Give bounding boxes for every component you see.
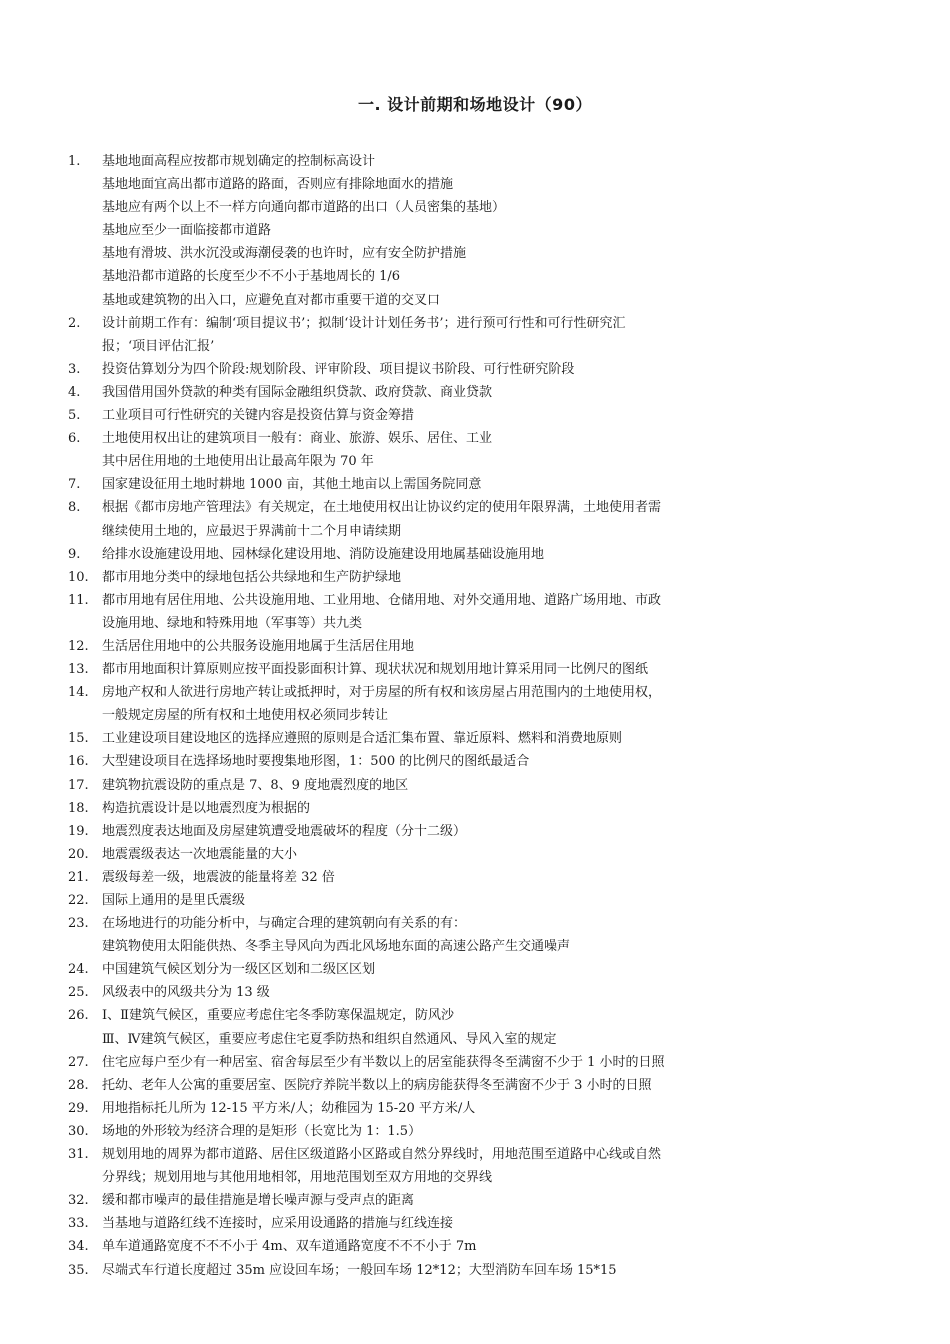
item-number: 16.	[68, 754, 89, 770]
item-number: 13.	[68, 662, 89, 678]
list-item-line	[0, 566, 950, 589]
item-text: 基地地面高程应按都市规划确定的控制标高设计	[102, 154, 376, 169]
list-item-line	[0, 774, 950, 797]
list-item-line	[0, 289, 950, 312]
list-item-line	[0, 150, 950, 173]
item-text: 尽端式车行道长度超过 35m 应设回车场；一般回车场 12*12；大型消防车回车场 15*15	[102, 1262, 617, 1278]
list-item-line	[0, 1189, 950, 1212]
item-text: 都市用地分类中的绿地包括公共绿地和生产防护绿地	[102, 569, 402, 585]
item-text: 构造抗震设计是以地震烈度为根据的	[102, 800, 311, 816]
item-number: 20.	[68, 846, 89, 862]
item-text: 国际上通用的是里氏震级	[102, 893, 246, 908]
item-number: 14.	[68, 685, 89, 701]
list-item-line	[0, 681, 950, 704]
item-number: 8.	[68, 500, 81, 516]
item-number: 5.	[68, 408, 81, 424]
item-number: 17.	[68, 777, 89, 793]
item-number: 10.	[68, 569, 89, 585]
item-text: 用地指标托儿所为 12-15 平方米/人；幼稚园为 15-20 平方米/人	[102, 1100, 476, 1116]
item-text: 缓和都市噪声的最佳措施是增长噪声源与受声点的距离	[102, 1193, 415, 1209]
item-number: 9.	[68, 546, 81, 562]
item-text: 风级表中的风级共分为 13 级	[102, 985, 270, 1001]
item-text: 场地的外形较为经济合理的是矩形（长宽比为 1：1.5）	[102, 1123, 422, 1139]
item-number: 15.	[68, 731, 89, 747]
item-number: 19.	[68, 823, 89, 839]
item-text: 国家建设征用土地时耕地 1000 亩，其他土地亩以上需国务院同意	[102, 477, 482, 493]
list-item-line	[0, 404, 950, 427]
list-item-line	[0, 912, 950, 935]
list-item-line	[0, 727, 950, 750]
item-number: 29.	[68, 1100, 89, 1116]
item-text: 住宅应每户至少有一种居室、宿舍每层至少有半数以上的居室能获得冬至满窗不少于 1 小时的日照	[102, 1054, 665, 1070]
item-number: 11.	[68, 592, 89, 608]
item-text: 基地有滑坡、洪水沉没或海潮侵袭的也许时，应有安全防护措施	[102, 246, 467, 262]
item-text: 工业建设项目建设地区的选择应遵照的原则是合适汇集布置、靠近原料、燃料和消费地原则	[102, 731, 623, 747]
item-number: 32.	[68, 1193, 89, 1209]
item-number: 22.	[68, 893, 89, 908]
list-item-line	[0, 958, 950, 981]
list-item-line	[0, 750, 950, 773]
list-item-line	[0, 1004, 950, 1027]
item-text: 托幼、老年人公寓的重要居室、医院疗养院半数以上的病房能获得冬至满窗不少于 3 小时的日照	[102, 1077, 652, 1093]
list-item-line	[0, 820, 950, 843]
list-item-line	[0, 242, 950, 265]
item-text: 基地应至少一面临接都市道路	[102, 223, 272, 239]
item-text: 当基地与道路红线不连接时，应采用设通路的措施与红线连接	[102, 1216, 454, 1232]
list-item-line	[0, 704, 950, 727]
item-text: 地震震级表达一次地震能量的大小	[102, 846, 298, 862]
section-title: 一. 设计前期和场地设计（90）	[358, 95, 592, 114]
item-number: 26.	[68, 1008, 89, 1024]
item-text: 生活居住用地中的公共服务设施用地属于生活居住用地	[102, 638, 415, 654]
item-number: 23.	[68, 916, 89, 932]
item-text: 单车道通路宽度不不不小于 4m、双车道通路宽度不不不小于 7m	[102, 1239, 477, 1255]
item-text: 设施用地、绿地和特殊用地（军事等）共九类	[102, 615, 363, 631]
item-number: 2.	[68, 315, 81, 331]
list-item-line	[0, 635, 950, 658]
item-number: 21.	[68, 869, 89, 885]
list-item-line	[0, 450, 950, 473]
item-text: 建筑物抗震设防的重点是 7、8、9 度地震烈度的地区	[102, 777, 409, 793]
item-number: 24.	[68, 962, 89, 978]
item-text: 投资估算划分为四个阶段:规划阶段、评审阶段、项目提议书阶段、可行性研究阶段	[102, 361, 575, 377]
item-number: 31.	[68, 1147, 89, 1163]
item-text: 都市用地面积计算原则应按平面投影面积计算、现状状况和规划用地计算采用同一比例尺的图纸	[102, 662, 649, 678]
item-number: 3.	[68, 361, 81, 377]
item-text: 继续使用土地的，应最迟于界满前十二个月申请续期	[102, 523, 402, 539]
item-text: 都市用地有居住用地、公共设施用地、工业用地、仓储用地、对外交通用地、道路广场用地、市政	[102, 592, 662, 608]
item-number: 33.	[68, 1216, 89, 1232]
item-number: 35.	[68, 1262, 89, 1278]
item-number: 30.	[68, 1123, 89, 1139]
item-text: 其中居住用地的土地使用出让最高年限为 70 年	[102, 454, 374, 470]
item-text: 地震烈度表达地面及房屋建筑遭受地震破坏的程度（分十二级）	[102, 823, 467, 839]
item-text: 一般规定房屋的所有权和土地使用权必须同步转让	[102, 708, 389, 724]
list-item-line	[0, 1120, 950, 1143]
list-item-line	[0, 1166, 950, 1189]
item-text: 房地产权和人欲进行房地产转让或抵押时，对于房屋的所有权和该房屋占用范围内的土地使用权，	[102, 685, 662, 701]
item-text: 基地地面宜高出都市道路的路面，否则应有排除地面水的措施	[102, 177, 454, 193]
list-item-line	[0, 543, 950, 566]
list-item-line	[0, 981, 950, 1004]
item-text: 我国借用国外贷款的种类有国际金融组织贷款、政府贷款、商业贷款	[102, 384, 493, 400]
item-number: 28.	[68, 1077, 89, 1093]
list-item-line	[0, 381, 950, 404]
item-number: 1.	[68, 154, 81, 169]
list-item-line	[0, 196, 950, 219]
list-item-line	[0, 496, 950, 519]
item-text: 分界线；规划用地与其他用地相邻，用地范围划至双方用地的交界线	[102, 1170, 493, 1186]
item-text: 基地沿都市道路的长度至少不不小于基地周长的 1/6	[102, 269, 401, 285]
list-item-line	[0, 1143, 950, 1166]
list-item-line	[0, 935, 950, 958]
item-text: Ⅲ、Ⅳ建筑气候区，重要应考虑住宅夏季防热和组织自然通风、导风入室的规定	[102, 1031, 557, 1047]
item-number: 4.	[68, 384, 81, 400]
item-number: 12.	[68, 638, 89, 654]
list-item-line	[0, 173, 950, 196]
list-item-line	[0, 427, 950, 450]
numbered-list	[0, 150, 950, 1282]
item-text: 报；‘项目评估汇报’	[102, 338, 215, 354]
list-item-line	[0, 1097, 950, 1120]
list-item-line	[0, 1028, 950, 1051]
item-text: 根据《都市房地产管理法》有关规定，在土地使用权出让协议约定的使用年限界满，土地使用者需	[102, 500, 662, 516]
list-item-line	[0, 265, 950, 288]
list-item-line	[0, 473, 950, 496]
item-text: 中国建筑气候区划分为一级区区划和二级区区划	[102, 962, 376, 978]
list-item-line	[0, 889, 950, 912]
list-item-line	[0, 797, 950, 820]
list-item-line	[0, 1259, 950, 1282]
item-number: 6.	[68, 431, 81, 447]
list-item-line	[0, 358, 950, 381]
item-text: 大型建设项目在选择场地时要搜集地形图，1：500 的比例尺的图纸最适合	[102, 754, 530, 770]
list-item-line	[0, 1212, 950, 1235]
item-text: 规划用地的周界为都市道路、居住区级道路小区路或自然分界线时，用地范围至道路中心线或自然	[102, 1147, 662, 1163]
item-text: 震级每差一级，地震波的能量将差 32 倍	[102, 869, 335, 885]
item-text: 基地应有两个以上不一样方向通向都市道路的出口（人员密集的基地）	[102, 200, 506, 216]
item-text: 土地使用权出让的建筑项目一般有：商业、旅游、娱乐、居住、工业	[102, 431, 493, 447]
item-number: 7.	[68, 477, 81, 493]
item-text: Ⅰ、Ⅱ建筑气候区，重要应考虑住宅冬季防寒保温规定，防风沙	[102, 1008, 454, 1024]
list-item-line	[0, 866, 950, 889]
item-text: 给排水设施建设用地、园林绿化建设用地、消防设施建设用地属基础设施用地	[102, 546, 545, 562]
list-item-line	[0, 1074, 950, 1097]
list-item-line	[0, 843, 950, 866]
list-item-line	[0, 612, 950, 635]
list-item-line	[0, 1235, 950, 1258]
list-item-line	[0, 520, 950, 543]
item-number: 25.	[68, 985, 89, 1001]
item-text: 在场地进行的功能分析中，与确定合理的建筑朝向有关系的有：	[102, 916, 467, 932]
list-item-line	[0, 312, 950, 335]
item-text: 工业项目可行性研究的关键内容是投资估算与资金筹措	[102, 408, 415, 424]
list-item-line	[0, 1051, 950, 1074]
list-item-line	[0, 335, 950, 358]
item-text: 设计前期工作有：编制‘项目提议书’；拟制‘设计计划任务书’；进行预可行性和可行性研究汇	[102, 315, 626, 331]
list-item-line	[0, 219, 950, 242]
list-item-line	[0, 658, 950, 681]
item-number: 18.	[68, 800, 89, 816]
list-item-line	[0, 589, 950, 612]
item-number: 27.	[68, 1054, 89, 1070]
item-text: 基地或建筑物的出入口，应避免直对都市重要干道的交叉口	[102, 292, 441, 308]
item-text: 建筑物使用太阳能供热、冬季主导风向为西北风场地东面的高速公路产生交通噪声	[102, 939, 571, 955]
item-number: 34.	[68, 1239, 89, 1255]
